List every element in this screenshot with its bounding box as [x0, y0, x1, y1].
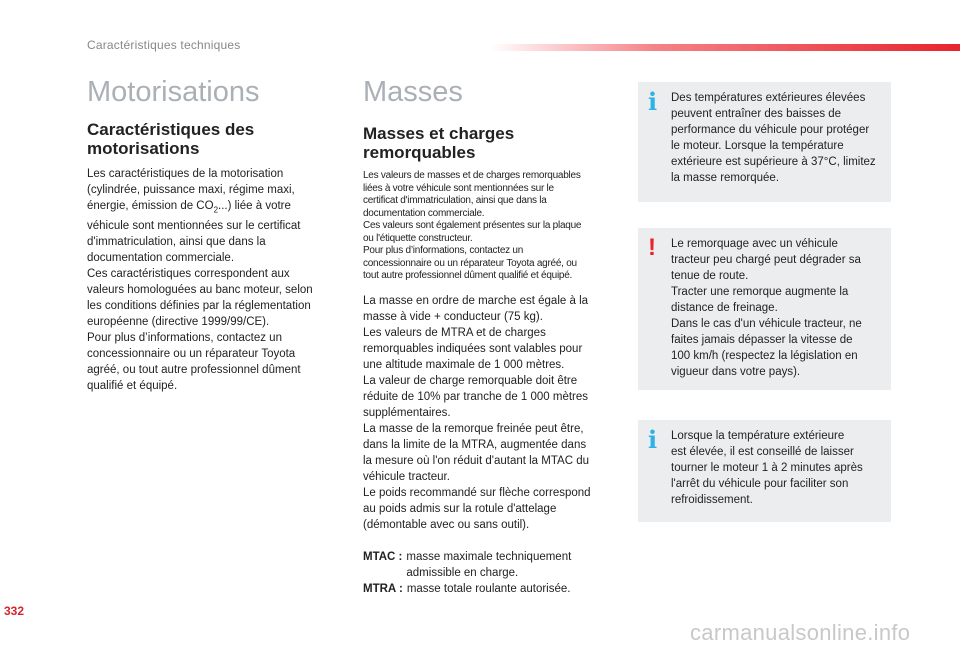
note-text: Le remorquage avec un véhicule tracteur peu chargé peut dégrader sa tenue de route. Tracter une remorque augmente la distance de freinage. Dans le cas d'un véhicule tracteur, ne faites jamais dépasser la vitesse de 100 km/h (respectez la législation en vigueur dans votre pays). [671, 238, 862, 378]
masses-subtitle: Masses et charges remorquables [363, 124, 515, 162]
page-number: 332 [4, 604, 25, 618]
watermark: carmanualsonline.info [690, 620, 911, 645]
note-text: Des températures extérieures élevées peuvent entraîner des baisses de performance du véhicule pour protéger le moteur. Lorsque la température extérieure est supérieure à 37°C, limitez la masse remorquée. [671, 92, 876, 184]
warning-note-towing [638, 228, 891, 390]
motorisations-title: Motorisations [87, 76, 260, 108]
motorisations-column [87, 74, 327, 394]
warning-icon: ! [648, 234, 656, 261]
info-icon: i [648, 87, 658, 116]
definition-mtac [363, 549, 613, 581]
definitions-list [363, 549, 613, 597]
header-accent-bar [490, 44, 960, 51]
definition-mtra [363, 581, 613, 597]
masses-body: La masse en ordre de marche est égale à la masse à vide + conducteur (75 kg). Les valeurs de MTRA et de charges remorquables indiquées sont valables pour une altitude maximale de 1 000 mètres. La valeur de charge remorquable doit être réduite de 10% par tranche de 1 000 mètres supplémentaires. La masse de la remorque freinée peut être, dans la limite de la MTRA, augmentée dans la mesure où l'on réduit d'autant la MTAC du véhicule tracteur. Le poids recommandé sur flèche correspond au poids admis sur la rotule d'attelage (démontable avec ou sans outil). [363, 294, 591, 531]
motorisations-text-part2: ...) liée à votre véhicule sont mentionnées sur le certificat d'immatriculation, ainsi que dans la documentation commerciale. Ces caractéristiques correspondent aux valeurs homologuées au banc moteur, selon les conditions définies par la réglementation européenne (directive 1999/99/CE). Pour plus d’informations, contactez un concessionnaire ou un réparateur Toyota agréé, ou tout autre professionnel dûment qualifié et équipé. [87, 200, 313, 393]
masses-narrow-text: Les valeurs de masses et de charges remorquables liées à votre véhicule sont mentionnées sur le certificat d'immatriculation, ainsi que dans la documentation commerciale. Ces valeurs sont également présentes sur la plaque ou l'étiquette constructeur. Pour plus d’informations, contactez un concessionnaire ou un réparateur Toyota agréé, ou tout autre professionnel dûment qualifié et équipé. [363, 170, 582, 281]
definition-value: masse totale roulante autorisée. [406, 582, 571, 595]
info-icon: i [648, 425, 658, 454]
masses-title: Masses [363, 76, 463, 108]
motorisations-subtitle: Caractéristiques des motorisations [87, 120, 255, 158]
motorisations-body [87, 166, 327, 394]
co2-subscript: 2 [213, 205, 219, 215]
motorisations-text-part1: Les caractéristiques de la motorisation (cylindrée, puissance maxi, régime maxi, énergie, émission de CO [87, 168, 295, 212]
definition-key: MTAC : [363, 550, 403, 563]
header-section-title: Caractéristiques techniques [87, 38, 241, 52]
info-note-cooling [638, 420, 891, 522]
masses-column [363, 74, 613, 597]
info-note-temperature [638, 82, 891, 202]
definition-value: masse maximale techniquement admissible en charge. [406, 550, 572, 579]
note-text: Lorsque la température extérieure est élevée, il est conseillé de laisser tourner le moteur 1 à 2 minutes après l'arrêt du véhicule pour faciliter son refroidissement. [671, 430, 863, 506]
definition-key: MTRA : [363, 582, 403, 595]
